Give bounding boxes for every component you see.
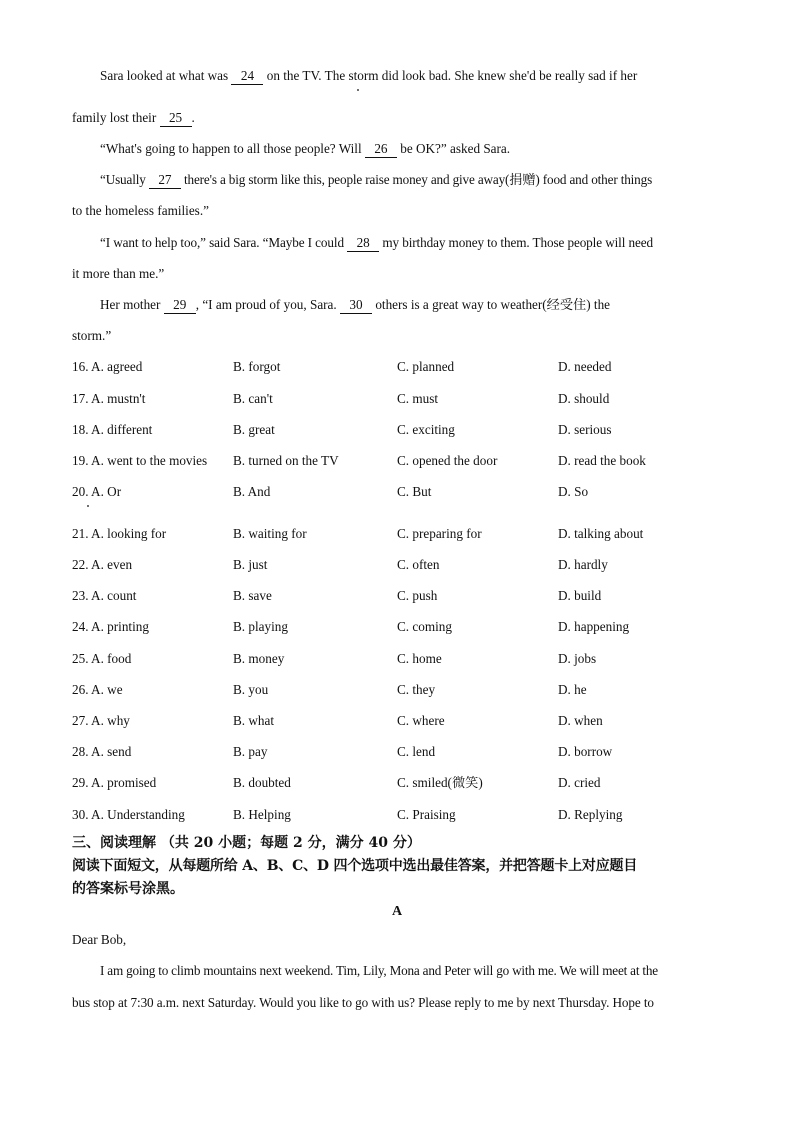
option-d: D. build <box>558 588 602 603</box>
passage-line-1: Sara looked at what was 24 on the TV. The storm did look bad. She knew she'd be really sad if her <box>100 68 638 83</box>
option-c: C. home <box>397 651 442 666</box>
option-d: D. borrow <box>558 744 613 759</box>
option-c: C. smiled(微笑) <box>397 775 483 790</box>
option-a: 25. A. food <box>72 651 132 666</box>
option-d: D. when <box>558 713 603 728</box>
question-20 <box>72 484 732 500</box>
option-a: 20. A. Or <box>72 484 122 499</box>
option-b: B. And <box>233 484 271 499</box>
option-a: 22. A. even <box>72 557 133 572</box>
option-c: C. preparing for <box>397 526 482 541</box>
stray-dot <box>87 505 89 507</box>
option-b: B. just <box>233 557 268 572</box>
option-b: B. waiting for <box>233 526 307 541</box>
passage-line-4: “Usually 27 there's a big storm like this, people raise money and give away(捐赠) food and other things <box>100 172 653 187</box>
option-a: 26. A. we <box>72 682 123 697</box>
passage-line-8: Her mother 29 , “I am proud of you, Sara. 30 others is a great way to weather(经受住) the <box>100 297 611 312</box>
option-b: B. doubted <box>233 775 291 790</box>
option-b: B. can't <box>233 391 273 406</box>
stray-dot <box>357 89 359 91</box>
question-16 <box>72 359 732 375</box>
option-c: C. exciting <box>397 422 455 437</box>
option-b: B. forgot <box>233 359 281 374</box>
option-b: B. Helping <box>233 807 291 822</box>
option-d: D. serious <box>558 422 612 437</box>
option-c: C. must <box>397 391 439 406</box>
option-b: B. playing <box>233 619 288 634</box>
option-c: C. coming <box>397 619 452 634</box>
passage-line-5: to the homeless families.” <box>72 203 209 218</box>
option-a: 28. A. send <box>72 744 132 759</box>
question-27 <box>72 713 732 729</box>
option-d: D. read the book <box>558 453 646 468</box>
passage-line-2: family lost their 25 . <box>72 110 195 125</box>
option-a: 29. A. promised <box>72 775 157 790</box>
option-c: C. push <box>397 588 438 603</box>
option-d: D. hardly <box>558 557 608 572</box>
option-a: 23. A. count <box>72 588 137 603</box>
passage-label-a: A <box>391 904 403 919</box>
question-21 <box>72 526 732 542</box>
option-c: C. planned <box>397 359 455 374</box>
option-a: 19. A. went to the movies <box>72 453 208 468</box>
blank-30: 30 <box>340 297 372 314</box>
option-a: 21. A. looking for <box>72 526 167 541</box>
option-b: B. what <box>233 713 275 728</box>
option-d: D. cried <box>558 775 601 790</box>
option-b: B. great <box>233 422 275 437</box>
blank-25: 25 <box>160 110 192 127</box>
question-29 <box>72 775 732 791</box>
question-17 <box>72 391 732 407</box>
option-c: C. where <box>397 713 445 728</box>
option-d: D. Replying <box>558 807 623 822</box>
letter-line-2: bus stop at 7:30 a.m. next Saturday. Would you like to go with us? Please reply to me by next Thursday. Hope to <box>72 995 654 1010</box>
option-d: D. jobs <box>558 651 597 666</box>
option-b: B. money <box>233 651 285 666</box>
passage-line-3: “What's going to happen to all those people? Will 26 be OK?” asked Sara. <box>100 141 511 156</box>
blank-28: 28 <box>347 235 379 252</box>
option-b: B. you <box>233 682 269 697</box>
option-d: D. So <box>558 484 589 499</box>
section-instructions-line-1: 阅读下面短文，从每题所给 A、B、C、D 四个选项中选出最佳答案，并把答题卡上对应题目 <box>72 858 638 874</box>
question-23 <box>72 588 732 604</box>
blank-26: 26 <box>365 141 397 158</box>
option-c: C. But <box>397 484 432 499</box>
option-a: 24. A. printing <box>72 619 149 634</box>
option-a: 17. A. mustn't <box>72 391 146 406</box>
option-d: D. talking about <box>558 526 644 541</box>
option-d: D. happening <box>558 619 630 634</box>
question-19 <box>72 453 732 469</box>
option-b: B. pay <box>233 744 268 759</box>
passage-line-7: it more than me.” <box>72 266 165 281</box>
option-b: B. turned on the TV <box>233 453 339 468</box>
option-a: 18. A. different <box>72 422 153 437</box>
option-a: 27. A. why <box>72 713 130 728</box>
option-a: 16. A. agreed <box>72 359 143 374</box>
question-24 <box>72 619 732 635</box>
question-26 <box>72 682 732 698</box>
option-c: C. often <box>397 557 440 572</box>
blank-29: 29 <box>164 297 196 314</box>
blank-27: 27 <box>149 172 181 189</box>
option-d: D. he <box>558 682 587 697</box>
letter-line-1: I am going to climb mountains next weekend. Tim, Lily, Mona and Peter will go with me. We will meet at the <box>100 963 658 978</box>
question-30 <box>72 807 732 823</box>
option-b: B. save <box>233 588 272 603</box>
blank-24: 24 <box>231 68 263 85</box>
option-d: D. needed <box>558 359 612 374</box>
question-28 <box>72 744 732 760</box>
option-c: C. they <box>397 682 436 697</box>
option-c: C. opened the door <box>397 453 498 468</box>
passage-line-9: storm.” <box>72 328 112 343</box>
section-instructions-line-2: 的答案标号涂黑。 <box>72 881 184 897</box>
passage-line-6: “I want to help too,” said Sara. “Maybe I could 28 my birthday money to them. Those people will need <box>100 235 653 250</box>
option-d: D. should <box>558 391 610 406</box>
question-22 <box>72 557 732 573</box>
section-title: 三、阅读理解 （共 20 小题；每题 2 分，满分 40 分） <box>72 835 421 851</box>
option-c: C. lend <box>397 744 436 759</box>
option-a: 30. A. Understanding <box>72 807 185 822</box>
question-18 <box>72 422 732 438</box>
option-c: C. Praising <box>397 807 456 822</box>
question-25 <box>72 651 732 667</box>
letter-greeting: Dear Bob, <box>72 932 127 947</box>
